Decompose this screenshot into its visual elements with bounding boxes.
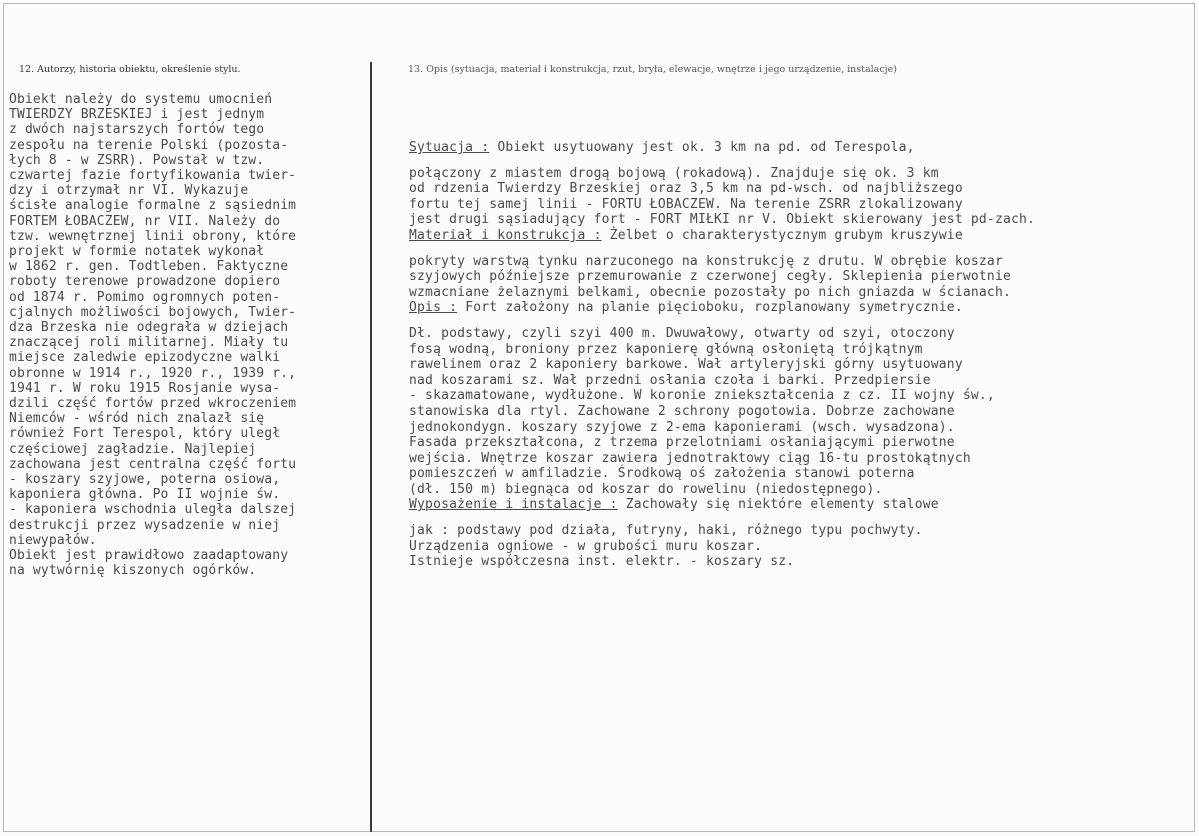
section-heading-line [409,228,1189,244]
section-heading-line [409,497,1189,513]
section-title: Sytuacja : [409,140,490,155]
section-line: Fasada przekształcona, z trzema przelotniami osłaniającymi pierwotne [409,435,955,451]
history-line: częściowej zagładzie. Najlepiej [9,441,257,457]
history-line: tzw. wewnętrznej linii obrony, które [9,228,297,244]
history-line: - kaponiera wschodnia uległa dalszej [9,502,297,518]
history-line: projekt w formie notatek wykonał [9,244,265,260]
section-line: jak : podstawy pod działa, futryny, haki, różnego typu pochwyty. [409,523,923,539]
history-line: obronne w 1914 r., 1920 r., 1939 r., [9,365,297,381]
history-line: kaponiera główna. Po II wojnie św. [9,487,281,503]
history-line: Niemców - wśród nich znalazł się [9,411,265,427]
history-line: na wytwórnię kiszonych ogórków. [9,563,257,579]
section-title: Wyposażenie i instalacje : [409,497,618,513]
section-line: pomieszczeń w amfiladzie. Środkową oś założenia stanowi poterna [409,466,915,482]
section-gap [409,316,1189,326]
description-section [409,228,1189,300]
section-heading-line [409,300,1189,316]
section-first-line: Żelbet o charakterystycznym grubym kruszywie [609,227,963,243]
history-line: dzili część fortów przed wkroczeniem [9,396,297,412]
section-first-line: Obiekt usytuowany jest ok. 3 km na pd. od Terespola, [497,140,915,155]
history-line: również Fort Terespol, który uległ [9,426,281,442]
section-line: rawelinem oraz 2 kaponiery barkowe. Wał artyleryjski górny usytuowany [409,357,963,373]
history-line: łych 8 - w ZSRR). Powstał w tzw. [9,152,265,168]
history-line: cjalnych możliwości bojowych, Twier- [9,304,297,320]
history-line: zespołu na terenie Polski (pozosta- [9,137,289,153]
history-line: - koszary szyjowe, poterna osiowa, [9,472,281,488]
history-line: 1941 r. W roku 1915 Rosjanie wysa- [9,380,281,396]
section-first-line: Fort założony na planie pięcioboku, rozplanowany symetrycznie. [465,300,963,316]
description-section [409,300,1189,497]
section-title: Materiał i konstrukcja : [409,227,602,243]
description-text [409,140,1189,570]
history-line: Obiekt należy do systemu umocnień [9,92,273,107]
column-divider [370,62,372,832]
section-line: Dł. podstawy, czyli szyi 400 m. Dwuwałowy, otwarty od szyi, otoczony [409,325,955,341]
section-line: szyjowych późniejsze przemurowanie z czerwonej cegły. Sklepienia pierwotnie [409,269,1011,285]
history-line: Obiekt jest prawidłowo zaadaptowany [9,548,289,564]
section-line: fortu tej samej linii - FORTU ŁOBACZEW. Na terenie ZSRR zlokalizowany [409,196,963,212]
section-gap [409,244,1189,254]
section-line: nad koszarami sz. Wał przedni osłania czoła i barki. Przedpiersie [409,372,931,388]
description-section [409,497,1189,569]
history-line: zachowana jest centralna część fortu [9,456,297,472]
history-line: ścisłe analogie formalne z sąsiednim [9,198,297,214]
history-line: TWIERDZY BRZESKIEJ i jest jednym [9,107,265,123]
left-section-header: 12. Autorzy, historia obiektu, określenie stylu. [19,64,241,75]
section-line: stanowiska dla rtyl. Zachowane 2 schrony pogotowia. Dobrze zachowane [409,403,955,419]
section-line: (dł. 150 m) biegnąca od koszar do rowelinu (niedostępnego). [409,481,883,497]
history-line: od 1874 r. Pomimo ogromnych poten- [9,289,281,305]
history-line: roboty terenowe prowadzone dopiero [9,274,281,290]
section-line: od rdzenia Twierdzy Brzeskiej oraz 3,5 km na pd-wsch. od najbliższego [409,181,963,197]
history-line: w 1862 r. gen. Todtleben. Faktyczne [9,259,289,275]
section-gap [409,156,1189,166]
section-gap [409,513,1189,523]
history-line: niewypałów. [9,532,97,548]
history-line: znaczącej roli militarnej. Miały tu [9,335,289,351]
section-line: Istnieje współczesna inst. elektr. - koszary sz. [409,554,795,570]
section-line: - skazamatowane, wydłużone. W koronie zniekształcenia z cz. II wojny św., [409,388,995,404]
history-line: miejsce zaledwie epizodyczne walki [9,350,281,366]
history-line: FORTEM ŁOBACZEW, nr VII. Należy do [9,213,281,229]
history-text [9,92,369,579]
section-line: fosą wodną, broniony przez kaponierę główną osłoniętą trójkątnym [409,341,923,357]
section-line: wejścia. Wnętrze koszar zawiera jednotraktowy ciąg 16-tu prostokątnych [409,450,971,466]
history-line: dzy i otrzymał nr VI. Wykazuje [9,183,249,199]
history-line: destrukcji przez wysadzenie w niej [9,517,281,533]
section-title: Opis : [409,300,458,316]
description-section [409,140,1189,228]
section-line: jest drugi sąsiadujący fort - FORT MIŁKI nr V. Obiekt skierowany jest pd-zach. [409,212,1036,228]
section-line: połączony z miastem drogą bojową (rokadową). Znajduje się ok. 3 km [409,165,939,181]
section-line: jednokondygn. koszary szyjowe z 2-ema kaponierami (wsch. wysadzona). [409,419,955,435]
right-section-header: 13. Opis (sytuacja, materiał i konstrukcja, rzut, bryła, elewacje, wnętrze i jego urządzenie, instalacje) [408,64,897,75]
section-line: pokryty warstwą tynku narzuconego na konstrukcję z drutu. W obrębie koszar [409,253,1003,269]
section-first-line: Zachowały się niektóre elementy stalowe [625,497,939,513]
section-line: wzmacniane żelaznymi belkami, obecnie pozostały po nich gniazda w ścianach. [409,284,1011,300]
section-line: Urządzenia ogniowe - w grubości muru koszar. [409,538,763,554]
history-line: czwartej fazie fortyfikowania twier- [9,168,297,184]
history-line: z dwóch najstarszych fortów tego [9,122,265,138]
section-heading-line [409,140,1189,156]
history-line: dza Brzeska nie odegrała w dziejach [9,320,289,336]
